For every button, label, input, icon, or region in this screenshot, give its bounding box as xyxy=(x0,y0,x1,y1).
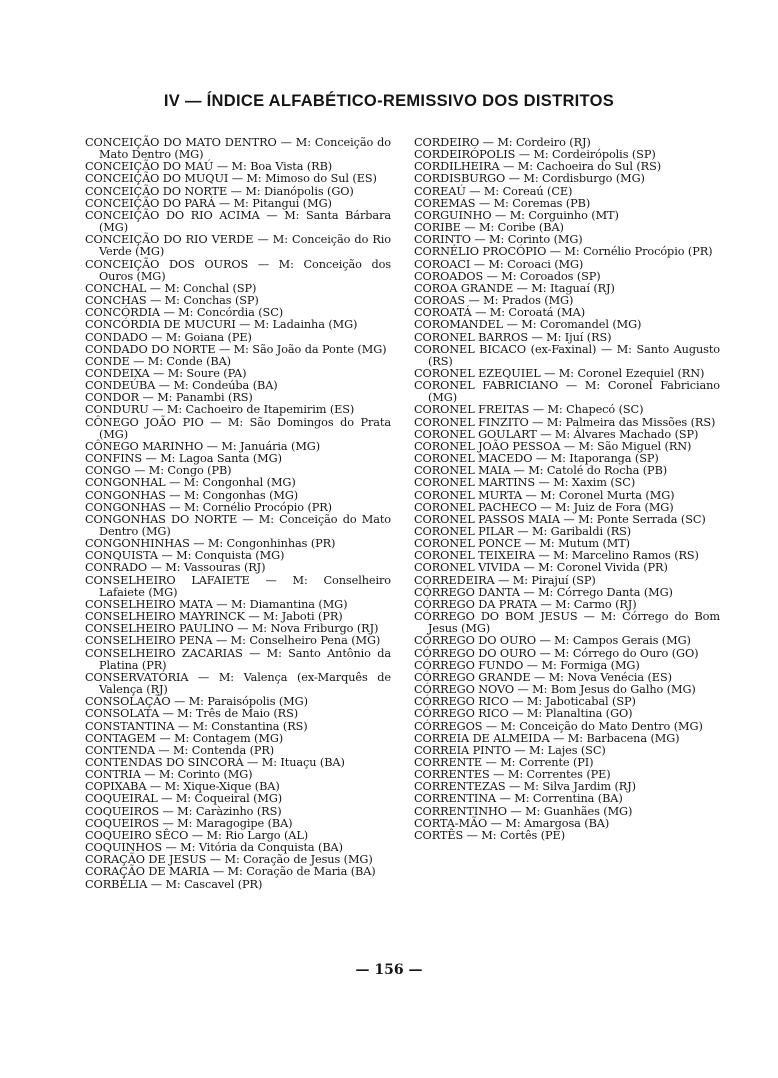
index-entry: CORAÇÃO DE MARIA — M: Coração de Maria (BA) xyxy=(85,865,376,879)
index-entry: CONSOLATA — M: Três de Maio (RS) xyxy=(85,707,299,721)
index-entry: CORGUINHO — M: Corguinho (MT) xyxy=(414,208,619,222)
index-entry: CONCHAS — M: Conchas (SP) xyxy=(85,294,259,308)
index-entry: CONCÓRDIA DE MUCURI — M: Ladainha (MG) xyxy=(85,318,358,332)
index-entry: CONCEIÇÃO DO MUQUI — M: Mimoso do Sul (ES) xyxy=(85,172,377,186)
index-entry: CONSOLAÇÃO — M: Paraisópolis (MG) xyxy=(85,695,308,709)
index-entry: CORONEL FABRICIANO — M: Coronel Fabriciano (MG) xyxy=(414,379,720,405)
index-entry: COREAÚ — M: Coreaú (CE) xyxy=(414,184,573,198)
index-entry: CONSERVATÓRIA — M: Valença (ex-Marquês de Valença (RJ) xyxy=(85,670,391,697)
index-entry: CORDEIRO — M: Cordeiro (RJ) xyxy=(414,136,591,149)
index-entry: CÓRREGO DO OURO — M: Córrego do Ouro (GO) xyxy=(414,646,699,660)
index-entry: CORBÉLIA — M: Cascavel (PR) xyxy=(85,877,263,891)
index-entry: CORREIA DE ALMEIDA — M: Barbacena (MG) xyxy=(414,731,680,745)
index-entry: CÓRREGO DANTA — M: Córrego Danta (MG) xyxy=(414,585,673,599)
index-entry: CÓRREGO RICO — M: Planaltina (GO) xyxy=(414,707,633,721)
index-entry: CONSTANTINA — M: Constantina (RS) xyxy=(85,719,308,733)
index-entry: COQUINHOS — M: Vitória da Conquista (BA) xyxy=(85,841,343,855)
index-entry: CONCEIÇÃO DO NORTE — M: Dianópolis (GO) xyxy=(85,184,354,198)
index-entry: CORRENTINHO — M: Guanhães (MG) xyxy=(414,804,633,818)
page-number: — 156 — xyxy=(355,962,423,978)
index-entry: CÓRREGO RICO — M: Jaboticabal (SP) xyxy=(414,695,636,709)
index-entry: CONCEIÇÃO DO MAÚ — M: Boa Vista (RB) xyxy=(85,160,333,174)
index-entry: COROATÁ — M: Coroatá (MA) xyxy=(414,306,586,320)
index-entry: CORONEL EZEQUIEL — M: Coronel Ezequiel (RN) xyxy=(414,366,705,380)
index-entry: CONSELHEIRO MAYRINCK — M: Jaboti (PR) xyxy=(85,610,343,624)
index-entry: CONFINS — M: Lagoa Santa (MG) xyxy=(85,452,282,466)
index-entry: CORONEL VIVIDA — M: Coronel Vivida (PR) xyxy=(414,561,668,575)
index-entry: COPIXABA — M: Xique-Xique (BA) xyxy=(85,780,280,794)
index-entry: CORONEL PASSOS MAIA — M: Ponte Serrada (SC) xyxy=(414,512,706,526)
index-entry: CÓRREGO GRANDE — M: Nova Venécia (ES) xyxy=(414,670,672,684)
index-entry: CORRENTEZAS — M: Silva Jardim (RJ) xyxy=(414,780,636,794)
index-entry: CORRENTE — M: Corrente (PI) xyxy=(414,755,594,769)
index-entry: CÓRREGO FUNDO — M: Formiga (MG) xyxy=(414,658,640,672)
index-entry: CORONEL FINZITO — M: Palmeira das Missões (RS) xyxy=(414,415,716,429)
index-entry: COREMAS — M: Coremas (PB) xyxy=(414,196,591,210)
index-entry: CORONEL BARROS — M: Ijuí (RS) xyxy=(414,330,612,344)
index-entry: CÓRREGO DO OURO — M: Campos Gerais (MG) xyxy=(414,634,691,648)
index-entry: CORAÇÃO DE JESUS — M: Coração de Jesus (MG) xyxy=(85,853,373,867)
index-entry: CORDILHEIRA — M: Cachoeira do Sul (RS) xyxy=(414,160,662,174)
index-entry: CORIBE — M: Coribe (BA) xyxy=(414,221,564,235)
index-entry: COROACI — M: Coroaci (MG) xyxy=(414,257,584,271)
index-entry: CÔNEGO JOÃO PIO — M: São Domingos do Prata (MG) xyxy=(85,415,391,441)
index-entry: CORONEL MAIA — M: Catolé do Rocha (PB) xyxy=(414,464,668,478)
index-entry: CORNÉLIO PROCÓPIO — M: Cornélio Procópio (PR) xyxy=(414,245,713,259)
index-entry: CONSELHEIRO LAFAIETE — M: Conselheiro Lafaiete (MG) xyxy=(85,573,391,599)
index-entry: COQUEIRO SÊCO — M: Rio Largo (AL) xyxy=(85,828,309,842)
index-entry: CÓRREGO DO BOM JESUS — M: Córrego do Bom Jesus (MG) xyxy=(414,610,720,636)
index-entry: CONCEIÇÃO DO MATO DENTRO — M: Conceição do Mato Dentro (MG) xyxy=(85,136,391,162)
index-entry: CONSELHEIRO PENA — M: Conselheiro Pena (MG) xyxy=(85,634,381,648)
index-entry: CONDADO DO NORTE — M: São João da Ponte (MG) xyxy=(85,342,387,356)
index-entry: CORONEL MURTA — M: Coronel Murta (MG) xyxy=(414,488,675,502)
index-entry: COROMANDEL — M: Coromandel (MG) xyxy=(414,318,642,332)
index-entry: COQUEIROS — M: Maragogipe (BA) xyxy=(85,816,293,830)
index-entry: CONDEIXA — M: Soure (PA) xyxy=(85,366,247,380)
index-entry: CORONEL GOULART — M: Álvares Machado (SP) xyxy=(414,427,699,441)
index-entry: CORONEL MARTINS — M: Xaxim (SC) xyxy=(414,476,636,490)
index-entry: CONCHAL — M: Conchal (SP) xyxy=(85,281,257,295)
index-entry: CÓRREGOS — M: Conceição do Mato Dentro (MG) xyxy=(414,719,703,733)
index-entry: CORONEL PONCE — M: Mutum (MT) xyxy=(414,537,630,551)
index-entry: CORONEL JOÃO PESSOA — M: São Miguel (RN) xyxy=(414,439,692,453)
index-entry: CORREDEIRA — M: Pirajuí (SP) xyxy=(414,573,596,587)
index-entry: CÓRREGO DA PRATA — M: Carmo (RJ) xyxy=(414,597,637,611)
index-entry: CORONEL TEIXEIRA — M: Marcelino Ramos (RS) xyxy=(414,549,699,563)
index-entry: CONCÓRDIA — M: Concórdia (SC) xyxy=(85,306,284,320)
index-entry: CONCEIÇÃO DO PARÁ — M: Pitangui (MG) xyxy=(85,196,332,210)
index-entry: CONDEÚBA — M: Condeúba (BA) xyxy=(85,379,278,393)
index-entry: CONGONHAL — M: Congonhal (MG) xyxy=(85,476,296,490)
index-entry: CÓRREGO NOVO — M: Bom Jesus do Galho (MG) xyxy=(414,683,696,697)
page-title: IV — ÍNDICE ALFABÉTICO-REMISSIVO DOS DISTRITOS xyxy=(163,92,615,110)
index-entry: CONTENDAS DO SINCORÁ — M: Ituaçu (BA) xyxy=(85,755,345,769)
left-column xyxy=(85,137,391,891)
index-entry: CONCEIÇÃO DO RIO VERDE — M: Conceição do Rio Verde (MG) xyxy=(85,233,391,259)
index-entry: CONCEIÇÃO DOS OUROS — M: Conceição dos Ouros (MG) xyxy=(85,257,391,283)
index-entry: CORREIA PINTO — M: Lajes (SC) xyxy=(414,743,606,757)
index-entry: CONRADO — M: Vassouras (RJ) xyxy=(85,561,266,575)
index-entry: CONGONHAS — M: Congonhas (MG) xyxy=(85,488,299,502)
index-entry: COQUEIROS — M: Caràzinho (RS) xyxy=(85,804,282,818)
index-entry: CORRENTINA — M: Correntina (BA) xyxy=(414,792,623,806)
index-entry: CORDEIRÓPOLIS — M: Cordeirópolis (SP) xyxy=(414,148,656,162)
index-entry: CORONEL PACHECO — M: Juiz de Fora (MG) xyxy=(414,500,674,514)
index-entry: CONDURU — M: Cachoeiro de Itapemirim (ES) xyxy=(85,403,355,417)
index-entry: CORRENTES — M: Correntes (PE) xyxy=(414,768,611,782)
index-entry: CORDISBURGO — M: Cordisburgo (MG) xyxy=(414,172,645,186)
index-entry: CONDE — M: Conde (BA) xyxy=(85,354,231,368)
index-entry: CORINTO — M: Corinto (MG) xyxy=(414,233,583,247)
index-entry: CONSELHEIRO ZACARIAS — M: Santo Antônio da Platina (PR) xyxy=(85,646,391,672)
index-entry: CORTA-MÃO — M: Amargosa (BA) xyxy=(414,816,610,830)
index-entry: CONSELHEIRO PAULINO — M: Nova Friburgo (RJ) xyxy=(85,622,379,636)
right-column xyxy=(414,137,720,842)
index-entry: CONQUISTA — M: Conquista (MG) xyxy=(85,549,285,563)
index-entry: CONTENDA — M: Contenda (PR) xyxy=(85,743,275,757)
index-entry: CONCEIÇÃO DO RIO ACIMA — M: Santa Bárbara (MG) xyxy=(85,208,391,235)
index-entry: CORONEL FREITAS — M: Chapecó (SC) xyxy=(414,403,644,417)
index-entry: CONDOR — M: Panambi (RS) xyxy=(85,391,253,405)
index-entry: COROAS — M: Prados (MG) xyxy=(414,294,574,308)
index-entry: CORONEL PILAR — M: Garibaldi (RS) xyxy=(414,525,632,538)
index-entry: COQUEIRAL — M: Coqueiral (MG) xyxy=(85,792,283,806)
index-entry: CONGONHAS — M: Cornélio Procópio (PR) xyxy=(85,500,332,514)
index-entry: CORONEL MACEDO — M: Itaporanga (SP) xyxy=(414,452,659,466)
index-entry: CONSELHEIRO MATA — M: Diamantina (MG) xyxy=(85,597,348,611)
index-entry: CONTRIA — M: Corinto (MG) xyxy=(85,768,253,782)
index-entry: CONGONHAS DO NORTE — M: Conceição do Mato Dentro (MG) xyxy=(85,512,391,538)
index-entry: CONTAGEM — M: Contagem (MG) xyxy=(85,731,284,745)
index-entry: CONDADO — M: Goiana (PE) xyxy=(85,330,252,344)
index-entry: CONGO — M: Congo (PB) xyxy=(85,464,232,478)
index-entry: CORTÊS — M: Cortês (PE) xyxy=(414,828,565,842)
index-entry: CÔNEGO MARINHO — M: Januária (MG) xyxy=(85,439,321,453)
index-entry: COROA GRANDE — M: Itaguaí (RJ) xyxy=(414,281,615,295)
index-entry: CONGONHINHAS — M: Congonhinhas (PR) xyxy=(85,537,336,551)
index-entry: COROADOS — M: Coroados (SP) xyxy=(414,269,601,283)
index-entry: CORONEL BICACO (ex-Faxinal) — M: Santo Augusto (RS) xyxy=(414,342,720,368)
